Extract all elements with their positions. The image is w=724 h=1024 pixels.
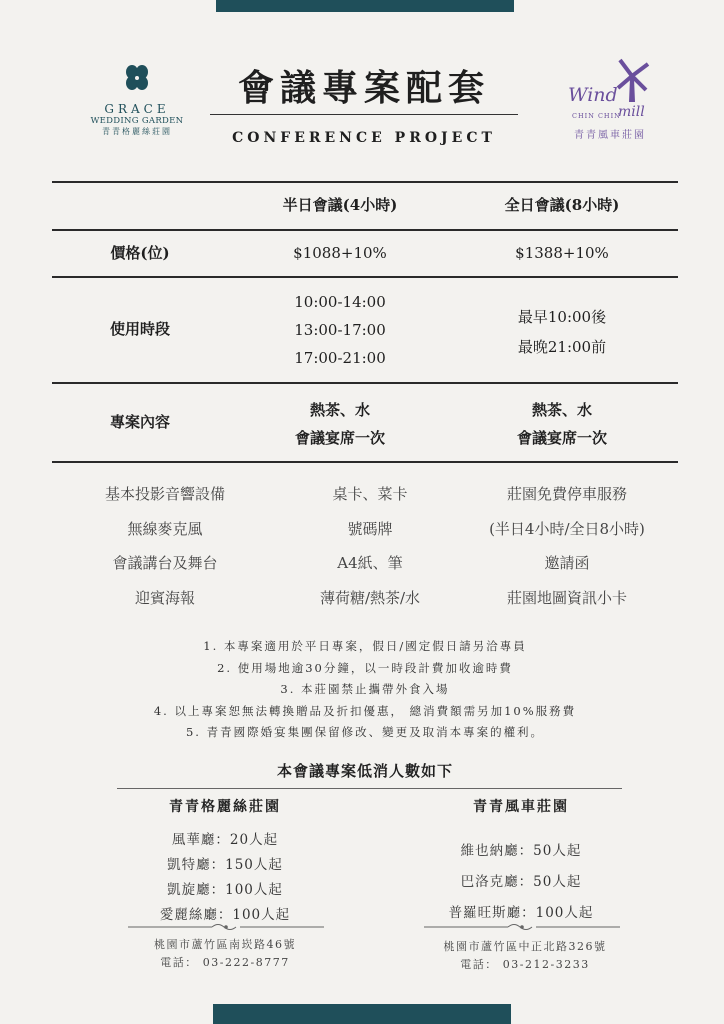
time-slot: 13:00-17:00 [294, 321, 386, 339]
table-rule [52, 276, 678, 278]
note-item: 2. 使用場地逾30分鐘，以一時段計費加收逾時費 [217, 660, 513, 675]
windmill-logo-word: Wind [568, 84, 618, 106]
time-slot: 17:00-21:00 [294, 349, 386, 367]
address-text: 桃園市蘆竹區中正北路326號 [443, 940, 607, 953]
hall-item: 凱旋廳：100人起 [167, 882, 283, 898]
amenity-item: A4紙、筆 [337, 554, 403, 572]
clover-logo-icon [121, 62, 153, 94]
venue-name: 青青格麗絲莊園 [169, 799, 281, 815]
minimum-title: 本會議專案低消人數如下 [276, 762, 453, 780]
note-item: 3. 本莊園禁止攜帶外食入場 [280, 682, 450, 696]
amenity-item: 會議講台及舞台 [112, 554, 218, 572]
bottom-accent-bar [213, 1004, 511, 1024]
minimum-rule [117, 788, 622, 789]
note-item: 4. 以上專案恕無法轉換贈品及折扣優惠， 總消費額需另加10%服務費 [153, 703, 577, 718]
price-half-day: $1088+10% [293, 244, 387, 262]
amenity-item: 基本投影音響設備 [104, 485, 225, 503]
amenity-item: 號碼牌 [347, 519, 393, 538]
venue-grace [120, 796, 330, 928]
col-header-full-day: 全日會議(8小時) [504, 196, 620, 214]
title-rule [210, 114, 518, 115]
hall-item: 巴洛克廳：50人起 [460, 874, 582, 890]
amenity-item: 莊園免費停車服務 [506, 485, 627, 503]
hall-item: 愛麗絲廳：100人起 [159, 907, 291, 923]
amenity-item: 桌卡、菜卡 [332, 485, 408, 503]
windmill-logo-small: CHIN CHIN [572, 112, 621, 120]
amenity-item: 邀請函 [544, 554, 590, 572]
grace-logo-subname: WEDDING GARDEN [90, 116, 184, 126]
address-text: 桃園市蘆竹區南崁路46號 [154, 938, 296, 951]
amenities-col-3 [462, 477, 672, 615]
content-full-day [462, 396, 662, 452]
row-label-content: 專案內容 [109, 413, 170, 431]
page-subtitle: CONFERENCE PROJECT [232, 130, 496, 146]
content-item: 會議宴席一次 [294, 429, 385, 447]
time-full-day [462, 302, 662, 362]
amenity-item: 莊園地圖資訊小卡 [506, 588, 627, 607]
table-rule-top [52, 181, 678, 183]
amenity-item: 迎賓海報 [134, 588, 195, 607]
top-accent-bar [216, 0, 514, 12]
grace-logo-chinese: 青青格麗絲莊園 [102, 127, 172, 136]
note-item: 1. 本專案適用於平日專案，假日/國定假日請另洽專員 [203, 639, 527, 653]
phone-text: 電話： 03-212-3233 [460, 958, 590, 971]
row-label-time: 使用時段 [109, 320, 170, 338]
windmill-logo-icon [612, 56, 652, 102]
grace-logo-name: GRACE [104, 102, 170, 116]
content-item: 會議宴席一次 [516, 429, 607, 447]
flourish-divider-icon [424, 922, 620, 932]
time-range: 最早10:00後 [517, 308, 607, 326]
amenities-col-2 [270, 477, 470, 615]
row-label-price: 價格(位) [110, 244, 170, 262]
flourish-divider-icon [128, 922, 324, 932]
venue-grace-contact [110, 936, 340, 972]
phone-text: 電話： 03-222-8777 [160, 956, 290, 969]
content-item: 熱茶、水 [309, 401, 370, 419]
col-header-half-day: 半日會議(4小時) [282, 196, 398, 214]
note-item: 5. 青青國際婚宴集團保留修改、變更及取消本專案的權利。 [185, 725, 545, 739]
page-title: 會議專案配套 [237, 67, 490, 109]
venue-windmill-contact [410, 938, 640, 974]
venue-name: 青青風車莊園 [473, 799, 569, 815]
grace-garden-logo [82, 62, 192, 137]
table-rule-bottom [52, 461, 678, 463]
hall-item: 風華廳：20人起 [171, 832, 279, 848]
price-full-day: $1388+10% [515, 244, 609, 262]
time-slot: 10:00-14:00 [294, 293, 386, 311]
time-range: 最晚21:00前 [517, 338, 607, 356]
table-rule [52, 382, 678, 384]
amenities-col-1 [70, 477, 260, 615]
table-rule [52, 229, 678, 231]
content-item: 熱茶、水 [531, 401, 592, 419]
time-half-day [240, 288, 440, 372]
hall-item: 維也納廳：50人起 [460, 843, 582, 859]
windmill-logo-chinese: 青青風車莊園 [574, 130, 646, 141]
amenity-item: (半日4小時/全日8小時) [489, 519, 645, 538]
venue-windmill [416, 796, 626, 929]
amenity-item: 無線麥克風 [127, 519, 203, 538]
content-half-day [240, 396, 440, 452]
hall-item: 普羅旺斯廳：100人起 [448, 905, 594, 921]
windmill-logo-word2: mill [618, 104, 645, 120]
hall-item: 凱特廳：150人起 [167, 857, 283, 873]
amenity-item: 薄荷糖/熱茶/水 [319, 588, 421, 607]
notes-list [52, 636, 678, 744]
